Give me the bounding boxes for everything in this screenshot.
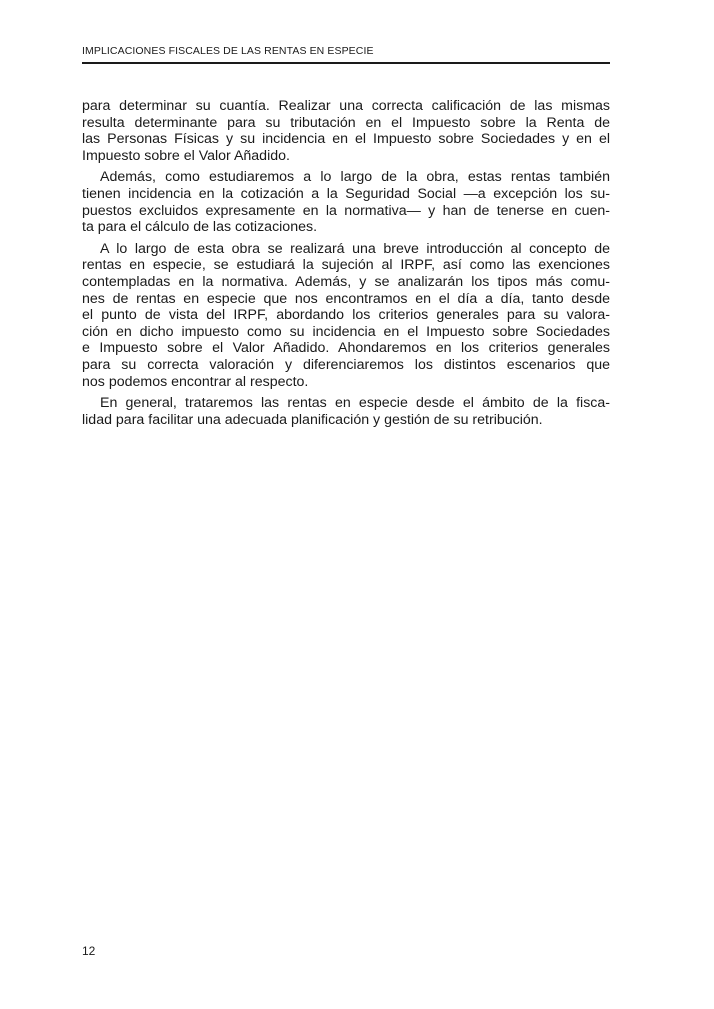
- text-line: tienen incidencia en la cotización a la Seguridad Social —a excepción los su-: [82, 185, 610, 202]
- paragraph-3: [82, 241, 610, 390]
- text-line: Además, como estudiaremos a lo largo de la obra, estas rentas también: [100, 169, 610, 186]
- running-header: [82, 44, 610, 64]
- page-number: 12: [82, 944, 96, 958]
- text-line: las Personas Físicas y su incidencia en el Impuesto sobre Sociedades y en el: [82, 131, 610, 148]
- paragraph-4: [82, 395, 610, 428]
- text-line: nos podemos encontrar al respecto.: [82, 373, 309, 390]
- body-text: [82, 98, 610, 433]
- paragraph-2: [82, 169, 610, 235]
- text-line: Impuesto sobre el Valor Añadido.: [82, 147, 290, 164]
- text-line: ta para el cálculo de las cotizaciones.: [82, 219, 318, 236]
- text-line: lidad para facilitar una adecuada planificación y gestión de su retribución.: [82, 411, 543, 428]
- text-line: e Impuesto sobre el Valor Añadido. Ahondaremos en los criterios generales: [82, 340, 610, 357]
- text-line: A lo largo de esta obra se realizará una breve introducción al concepto de: [100, 240, 610, 257]
- text-line: para su correcta valoración y diferenciaremos los distintos escenarios que: [82, 356, 610, 373]
- text-line: contempladas en la normativa. Además, y se analizarán los tipos más comu-: [82, 273, 610, 290]
- text-line: rentas en especie, se estudiará la sujeción al IRPF, así como las exenciones: [82, 257, 610, 274]
- paragraph-1: [82, 98, 610, 164]
- text-line: puestos excluidos expresamente en la normativa— y han de tenerse en cuen-: [82, 202, 610, 219]
- running-header-title: IMPLICACIONES FISCALES DE LAS RENTAS EN ESPECIE: [82, 45, 374, 57]
- text-line: nes de rentas en especie que nos encontramos en el día a día, tanto desde: [82, 290, 610, 307]
- text-line: el punto de vista del IRPF, abordando los criterios generales para su valora-: [82, 307, 610, 324]
- text-line: para determinar su cuantía. Realizar una correcta calificación de las mismas: [82, 98, 610, 114]
- text-line: ción en dicho impuesto como su incidencia en el Impuesto sobre Sociedades: [82, 323, 610, 340]
- text-line: En general, trataremos las rentas en especie desde el ámbito de la fisca-: [100, 395, 610, 412]
- text-line: resulta determinante para su tributación en el Impuesto sobre la Renta de: [82, 114, 610, 131]
